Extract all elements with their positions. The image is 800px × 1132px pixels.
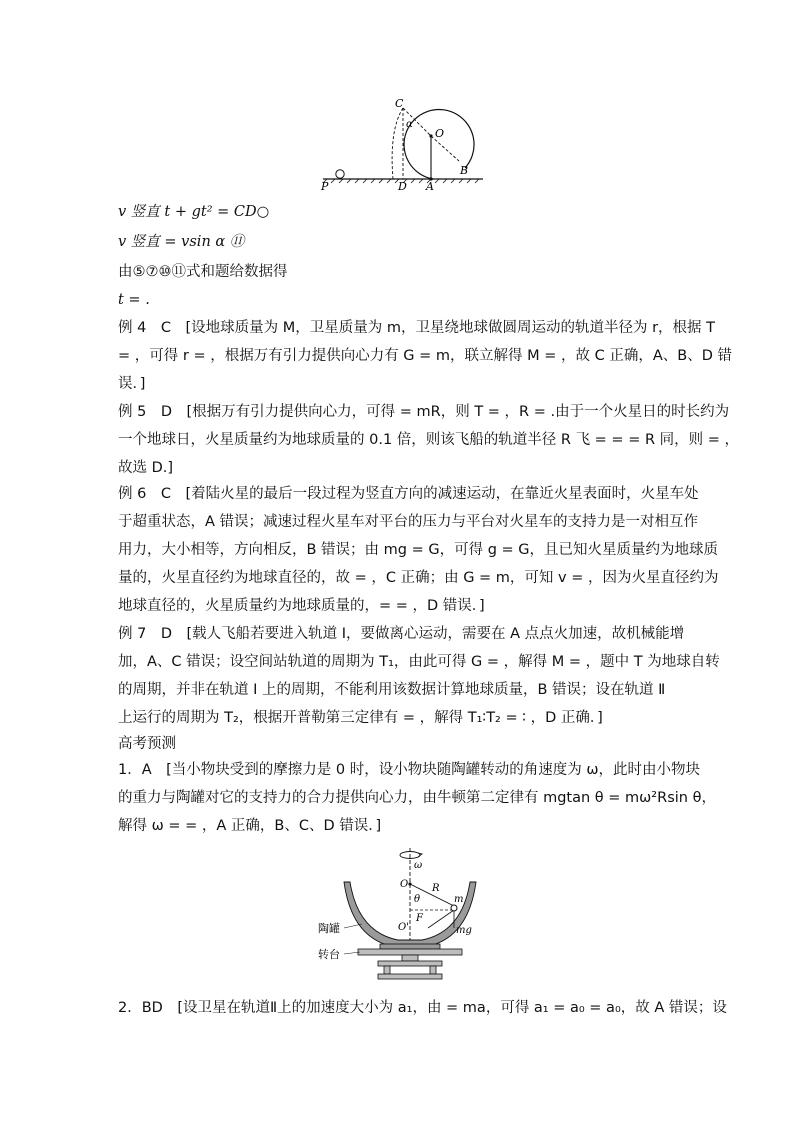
text-line: 故选 D.] xyxy=(118,460,174,476)
text-line: 误．] xyxy=(118,376,146,392)
projectile-path xyxy=(392,108,403,179)
text-line: 的重力与陶罐对它的支持力的合力提供向心力，由牛顿第二定律有 mgtan θ = mω²Rsin θ， xyxy=(118,790,716,806)
text-line: 2．BD [设卫星在轨道Ⅱ上的加速度大小为 a₁，由 = ma，可得 a₁ = a₀ = a₀，故 A 错误；设 xyxy=(118,1000,727,1016)
label-P: P xyxy=(321,180,329,193)
text-line: = ，可得 r = ，根据万有引力提供向心力有 G = m，联立解得 M = ，故 C 正确，A、B、D 错 xyxy=(118,348,733,364)
text-line: 于超重状态，A 错误；减速过程火星车对平台的压力与平台对火星车的支持力是一对相互作 xyxy=(118,514,699,530)
small-block xyxy=(451,905,457,911)
label-pot: 陶罐 xyxy=(318,922,340,935)
text-line: 的周期，并非在轨道 Ⅰ 上的周期，不能利用该数据计算地球质量，B 错误；设在轨道 Ⅱ xyxy=(118,682,666,698)
label-alpha: α xyxy=(406,119,413,130)
text-line: 例 6 C [着陆火星的最后一段过程为竖直方向的减速运动，在靠近火星表面时，火星车处 xyxy=(118,486,699,502)
label-theta: θ xyxy=(414,894,421,905)
turntable xyxy=(358,949,462,955)
label-m: m xyxy=(454,894,464,905)
text-line: v 竖直 t + gt² = CD○ xyxy=(118,204,270,220)
label-O-prime: O' xyxy=(398,922,409,933)
section-heading: 高考预测 xyxy=(118,736,176,752)
text-line: 解得 ω = = ，A 正确，B、C、D 错误．] xyxy=(118,818,382,834)
label-A: A xyxy=(426,180,434,193)
text-line: 例 4 C [设地球质量为 M，卫星质量为 m，卫星绕地球做圆周运动的轨道半径为 r，根据 T xyxy=(118,320,716,336)
text-line: v 竖直 = vsin α ⑪ xyxy=(118,234,245,250)
label-D: D xyxy=(398,180,407,193)
text-line: 用力，大小相等，方向相反，B 错误；由 mg = G，可得 g = G，且已知火星质量约为地球质 xyxy=(118,542,719,558)
text-line: 例 5 D [根据万有引力提供向心力，可得 = mR，则 T = ，R = .由于一个火星日的时长约为 xyxy=(118,404,730,420)
label-R: R xyxy=(432,883,440,894)
circle-trajectory-figure xyxy=(315,95,490,195)
text-line: 地球直径的，火星质量约为地球质量的，= = ，D 错误．] xyxy=(118,598,485,614)
label-B: B xyxy=(460,164,469,177)
text-line: 上运行的周期为 T₂，根据开普勒第三定律有 = ，解得 T₁∶T₂ = ∶ ，D 正确．] xyxy=(118,710,603,726)
label-F: F xyxy=(416,913,423,924)
label-C: C xyxy=(395,97,404,110)
text-line: 一个地球日，火星质量约为地球质量的 0.1 倍，则该飞船的轨道半径 R 飞 = = = R 同，则 = ， xyxy=(118,432,740,448)
text-line: 量的，火星直径约为地球直径的，故 = ，C 正确；由 G = m，可知 v = ，因为火星直径约为 xyxy=(118,570,719,586)
text-line: 例 7 D [载人飞船若要进入轨道 Ⅰ，要做离心运动，需要在 A 点点火加速，故机械能增 xyxy=(118,626,685,642)
text-line: t = . xyxy=(118,292,150,308)
pot-turntable-figure xyxy=(318,844,488,984)
label-mg: mg xyxy=(456,925,472,936)
label-O: O xyxy=(400,879,409,890)
ball xyxy=(336,170,344,178)
label-O: O xyxy=(435,127,445,140)
label-turntable: 转台 xyxy=(318,948,340,961)
label-omega: ω xyxy=(414,860,423,871)
text-line: 由⑤⑦⑩⑪式和题给数据得 xyxy=(118,264,288,280)
text-line: 加，A、C 错误；设空间站轨道的周期为 T₁，由此可得 G = ，解得 M = ，题中 T 为地球自转 xyxy=(118,654,720,670)
text-line: 1．A [当小物块受到的摩擦力是 0 时，设小物块随陶罐转动的角速度为 ω，此时由小物块 xyxy=(118,762,700,778)
